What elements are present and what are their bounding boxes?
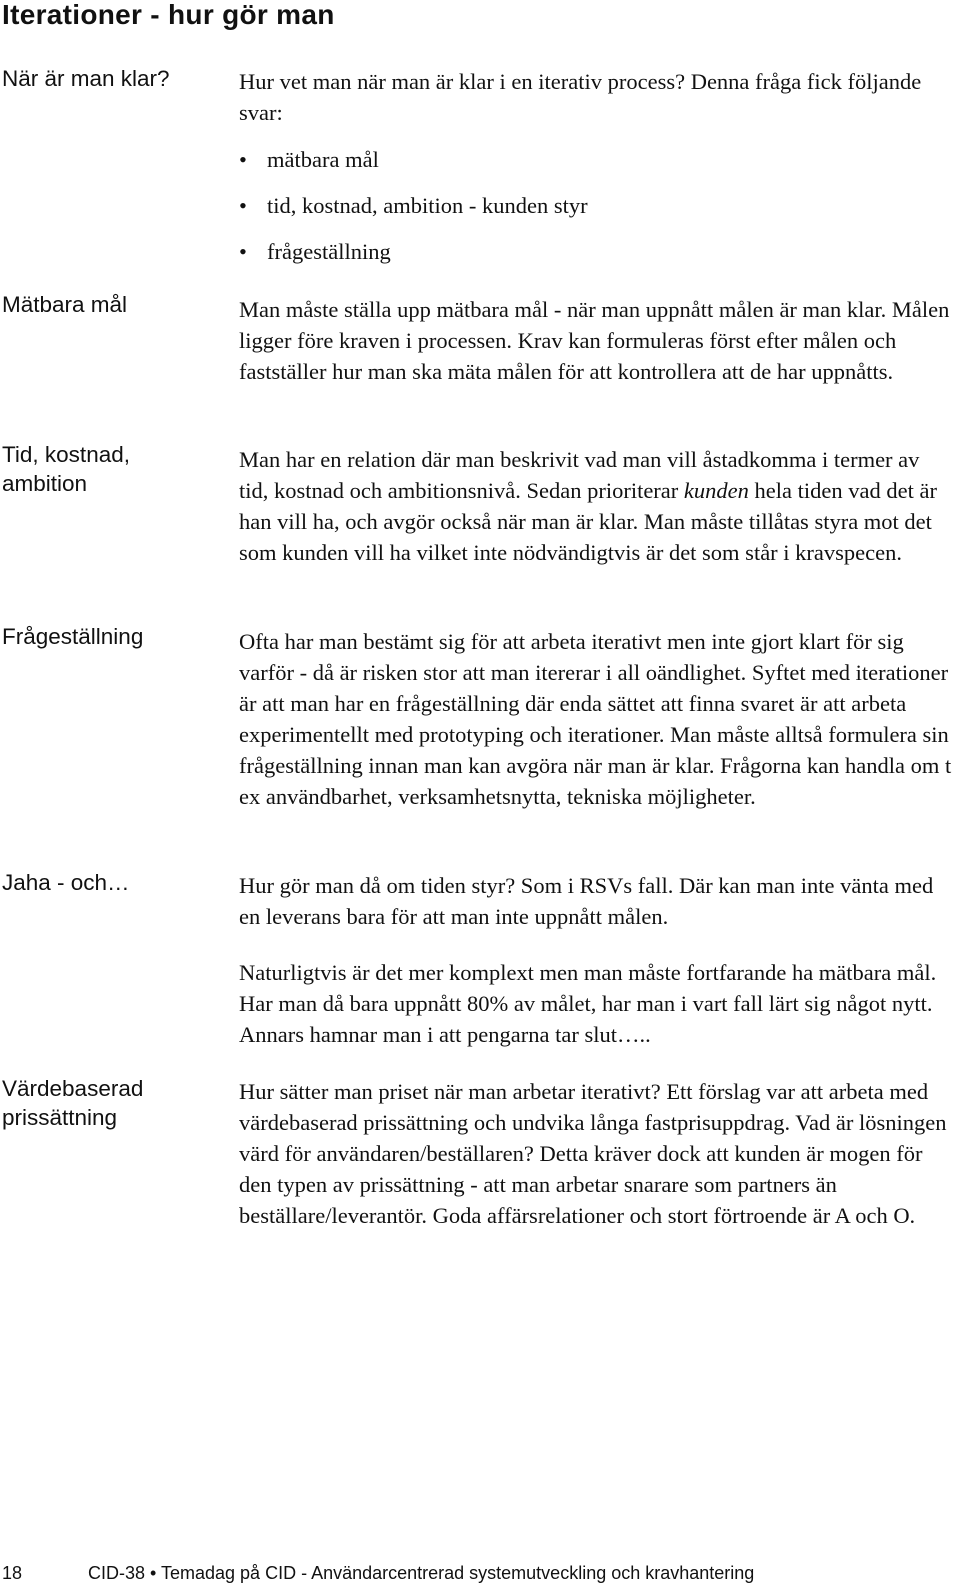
side-heading-tid: Tid, kostnad, ambition [2, 442, 130, 496]
bullet-icon: • [239, 239, 247, 264]
side-heading-fragestallning: Frågeställning [2, 624, 144, 649]
emphasis-kunden: kunden [683, 478, 749, 503]
footer-text: CID-38 • Temadag på CID - Användarcentrerad systemutveckling och kravhantering [88, 1563, 755, 1583]
bullet-text: tid, kostnad, ambition - kunden styr [267, 193, 588, 218]
paragraph-klar: Hur vet man när man är klar i en iterativ process? Denna fråga fick följande svar: [239, 69, 922, 125]
bullet-item [239, 190, 588, 221]
paragraph-fragestallning: Ofta har man bestämt sig för att arbeta iterativt men inte gjort klart för sig varför - då är risken stor att man itererar i all oändlighet. Syftet med iterationer är att man har en frågeställning där enda sättet att finna svaret är att arbeta experimentellt med prototyping och iterationer. Man måste alltså formulera sin frågeställning innan man kan avgöra när man är klar. Frågorna kan handla om t ex användbarhet, verksamhetsnytta, tekniska möjligheter. [239, 629, 952, 809]
footer-divider [0, 1541, 960, 1542]
paragraph-tid-part-a: Man har en relation där man beskrivit vad man vill åstadkomma i termer av tid, kostnad och ambitionsnivå. Sedan prioriterar [239, 447, 920, 503]
side-heading-matbara: Mätbara mål [2, 292, 128, 317]
paragraph-tid-part-b: hela tiden vad det är han vill ha, och avgör också när man är klar. Man måste tillåtas styra mot det som kunden vill ha vilket inte nödvändigtvis är det som står i kravspecen. [239, 478, 937, 565]
side-heading-klar: När är man klar? [2, 66, 170, 91]
side-heading-vardebaserad: Värdebaserad prissättning [2, 1076, 144, 1130]
bullet-icon: • [239, 193, 247, 218]
bullet-icon: • [239, 147, 247, 172]
page-title: Iterationer - hur gör man [2, 0, 335, 30]
bullet-text: mätbara mål [267, 147, 379, 172]
bullet-text: frågeställning [267, 239, 391, 264]
paragraph-vardebaserad: Hur sätter man priset när man arbetar iterativt? Ett förslag var att arbeta med värdebaserad prissättning och undvika långa fastprisuppdrag. Vad är lösningen värd för användaren/beställaren? Detta kräver dock att kunden är mogen för den typen av prissättning - att man arbetar snarare som partners än beställare/leverantör. Goda affärsrelationer och stort förtroende är A och O. [239, 1079, 947, 1228]
bullet-item [239, 236, 391, 267]
bullet-item [239, 144, 379, 175]
page-number: 18 [2, 1563, 23, 1583]
side-heading-jaha: Jaha - och… [2, 870, 130, 895]
paragraph-tid [239, 444, 954, 568]
paragraph-matbara: Man måste ställa upp mätbara mål - när man uppnått målen är man klar. Målen ligger före kraven i processen. Krav kan formuleras först efter målen och fastställer hur man ska mäta målen för att kontrollera att de har uppnåtts. [239, 297, 950, 384]
paragraph-jaha-1: Hur gör man då om tiden styr? Som i RSVs fall. Där kan man inte vänta med en leverans bara för att man inte uppnått målen. [239, 873, 934, 929]
paragraph-jaha-2: Naturligtvis är det mer komplext men man måste fortfarande ha mätbara mål. Har man då bara uppnått 80% av målet, har man i vart fall lärt sig något nytt. Annars hamnar man i att pengarna tar slut….. [239, 960, 937, 1047]
